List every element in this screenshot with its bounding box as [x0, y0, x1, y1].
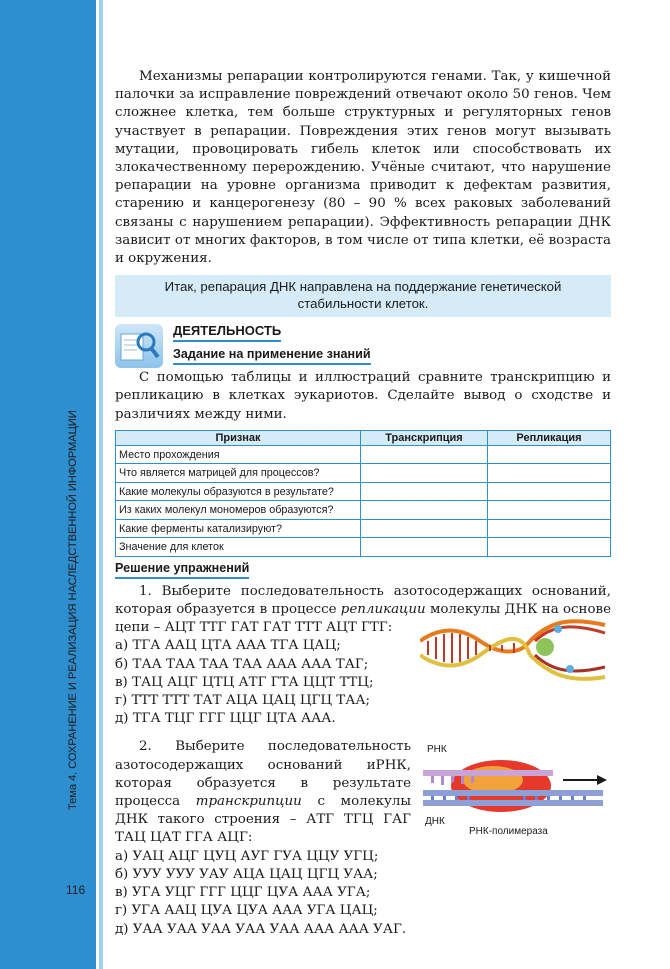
transcription-illustration [423, 744, 613, 844]
option-d: г) ТТТ ТТТ ТАТ АЦА ЦАЦ ЦГЦ ТАА; [115, 693, 371, 709]
option-a: а) УАЦ АЦГ ЦУЦ АУГ ГУА ЦЦУ УГЦ; [115, 848, 379, 864]
table-row [116, 519, 611, 538]
table-header-replication: Репликация [488, 430, 611, 445]
solutions-heading: Решение упражнений [115, 561, 249, 579]
row-label: Какие ферменты катализируют? [116, 519, 361, 538]
table-row [116, 464, 611, 483]
table-row [116, 538, 611, 557]
exercise-2-question: 2. Выберите последовательность азотосодержащих оснований иРНК, которая образуется в результате процесса транскрипции с молекулы ДНК такого строения – АТГ ТГЦ ГАГ ТАЦ ЦАТ ГГА АЦГ: [115, 739, 411, 846]
row-label: Место прохождения [116, 445, 361, 464]
row-label: Что является матрицей для процессов? [116, 464, 361, 483]
intro-paragraph: Механизмы репарации контролируются генами. Так, у кишечной палочки за исправление повреждений отвечают около 50 генов. Чем сложнее клетка, тем больше структурных и регуляторных генов участвует в репарации. Повреждения этих генов могут вызывать мутации, провоцировать гибель клеток или способствовать их злокачественному перерождению. Учёные считают, что нарушение репарации на уровне организма приводит к дефектам развития, старению и канцерогенезу (80 – 90 % всех раковых заболеваний связаны с нарушением репарации). Эффективность репарации ДНК зависит от многих факторов, в том числе от типа клетки, её возраста и окружения. [115, 69, 611, 267]
table-row [116, 445, 611, 464]
exercise-2 [115, 738, 611, 938]
side-strip [99, 0, 103, 969]
side-bar [0, 0, 96, 969]
table-row [116, 501, 611, 520]
page-number: 116 [66, 883, 86, 897]
rna-label: РНК [427, 744, 447, 756]
rna-polymerase-label: РНК-полимераза [469, 826, 548, 838]
option-b: б) ТАА ТАА ТАА ТАА ААА ААА ТАГ; [115, 656, 369, 672]
task-heading: Задание на применение знаний [173, 347, 371, 365]
option-e: д) ТГА ТЦГ ГГГ ЦЦГ ЦТА ААА. [115, 711, 336, 727]
conclusion-box: Итак, репарация ДНК направлена на поддержание генетической стабильности клеток. [115, 275, 611, 317]
exercise-2-options [115, 848, 611, 939]
exercise-1-question: 1. Выберите последовательность азотосодержащих оснований, которая образуется в процессе репликации молекулы ДНК на основе цепи – АЦТ ТТГ ГАТ ГАТ ТТТ АЦТ ГТГ: [115, 583, 611, 636]
option-a: а) ТГА ААЦ ЦТА ААА ТГА ЦАЦ; [115, 638, 341, 654]
chapter-title: Тема 4. СОХРАНЕНИЕ И РЕАЛИЗАЦИЯ НАСЛЕДСТВЕННОЙ ИНФОРМАЦИИ [67, 410, 79, 810]
activity-icon [115, 324, 163, 368]
option-c: в) ТАЦ АЦГ ЦТЦ АТГ ГТА ЦЦТ ТТЦ; [115, 674, 374, 690]
row-label: Значение для клеток [116, 538, 361, 557]
option-e: д) УАА УАА УАА УАА УАА ААА ААА УАГ. [115, 921, 407, 937]
option-c: в) УГА УЦГ ГГГ ЦЦГ ЦУА ААА УГА; [115, 885, 371, 901]
row-label: Из каких молекул мономеров образуются? [116, 501, 361, 520]
exercise-1-keyword: репликации [340, 602, 426, 618]
replication-illustration [420, 619, 610, 689]
table-row [116, 482, 611, 501]
table-header-feature: Признак [116, 430, 361, 445]
row-label: Какие молекулы образуются в результате? [116, 482, 361, 501]
option-b: б) УУУ УУУ УАУ АЦА ЦАЦ ЦГЦ УАА; [115, 866, 378, 882]
exercise-1 [115, 583, 611, 729]
activity-heading: ДЕЯТЕЛЬНОСТЬ [173, 323, 281, 342]
task-text: С помощью таблицы и иллюстраций сравните транскрипцию и репликацию в клетках эукариотов. Сделайте вывод о сходстве и различиях между ними. [115, 370, 611, 422]
dna-label: ДНК [425, 816, 445, 828]
activity-header [115, 323, 611, 369]
comparison-table [115, 430, 611, 557]
page-content [115, 68, 611, 939]
table-header-transcription: Транскрипция [361, 430, 488, 445]
option-d: г) УГА ААЦ ЦУА ЦУА ААА УГА ЦАЦ; [115, 903, 378, 919]
exercise-2-keyword: транскрипции [195, 794, 302, 810]
